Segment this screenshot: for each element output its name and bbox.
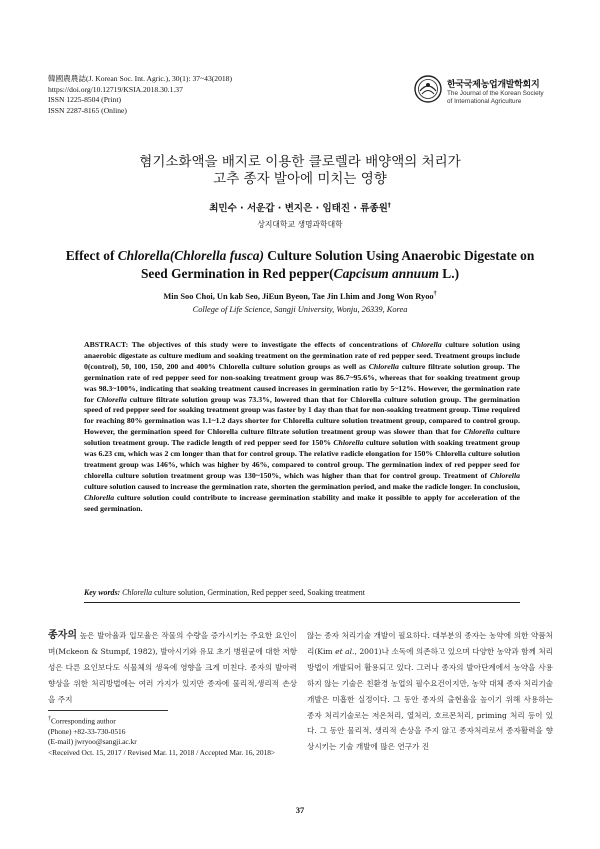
author-mark: † bbox=[387, 201, 391, 209]
society-name-korean: 한국국제농업개발학회지 bbox=[447, 80, 540, 90]
footnote: †Corresponding author (Phone) +82-33-730-0516 (E-mail) jwryoo@sangji.ac.kr <Received Oct. 15, 2017 / Revised Mar. 11, 2018 / Accepted Mar. 16, 2018> bbox=[48, 716, 276, 757]
keywords-divider bbox=[84, 602, 520, 603]
corresponding-email[interactable]: (E-mail) jwryoo@sangji.ac.kr bbox=[48, 737, 137, 747]
society-logo bbox=[414, 73, 564, 113]
footnote-divider bbox=[48, 710, 168, 711]
abstract: ABSTRACT: The objectives of this study were to investigate the effects of concentrations of Chlorella culture solution using anaerobic digestate as culture medium and soaking treatment on the germination rate of red pepper seed. Treatment groups include 0(control), 50, 100, 150, 200 and 400% Chlorella culture solution groups as well as Chlorella culture filtrate solution group. The germination rate of red pepper seed for non-soaking treatment group was 86.7~95.6%, whereas that for soaking treatment group was 98.3~100%, indicating that soaking treatment caused increases in germination ratio by 5~12%. However, the germination rate for Chlorella culture filtrate solution group was 73.3%, lowered than that for Chlorella culture solution group. The germination speed of red pepper seed for soaking treatment group was faster by 1 day than that for non-soaking treatment group. Time required for reaching 80% germination was 1.1~1.2 days shorter for Chlorella culture solution treatment group, compared to control group. However, the germination speed for Chlorella culture filtrate solution treatment group was slower than that for Chlorella culture solution treatment group. The radicle length of red pepper seed for 150% Chlorella culture solution with soaking treatment group was 6.23 cm, which was 2 cm longer than that for control group. The relative radicle elongation for 150% Chlorella culture solution treatment group was 146%, which was higher by 46%, compared to control group. The germination index of red pepper seed for chlorella culture solution treatment group was 130~150%, which was higher than that for control group. Treatment of Chlorella culture solution caused to increase the germination rate, shorten the germination period, and make the radicle longer. In conclusion, Chlorella culture solution could contribute to increase germination stability and make it possible to apply for acceleration of the seed germination. bbox=[84, 340, 520, 513]
english-title: Effect of Chlorella(Chlorella fusca) Culture Solution Using Anaerobic Digestate on Seed Germination in Red pepper(Capcisum annuum L.) bbox=[65, 248, 535, 281]
body-column-left: 종자의 높은 발아율과 입모율은 작물의 수량을 증가시키는 주요한 요인이며(Mckeon & Stumpf, 1982), 발아시기와 유묘 초기 병원균에 대한 저항성은 다른 요인보다도 식물체의 생육에 영향을 크게 미친다. 종자의 발아력 향상을 위한 처리방법에는 여러 가지가 있지만 종자에 물리적,생리적 손상을 주지 bbox=[48, 630, 297, 704]
english-authors: Min Soo Choi, Un kab Seo, JiEun Byeon, Tae Jin Lhim and Jong Won Ryoo† bbox=[163, 291, 437, 301]
society-emblem-icon bbox=[414, 75, 442, 103]
keywords-label: Key words: bbox=[84, 588, 121, 597]
journal-citation: 韓國農農誌(J. Korean Soc. Int. Agric.), 30(1): 37~43(2018) bbox=[48, 74, 233, 83]
korean-title: 혐기소화액을 배지로 이용한 클로렐라 배양액의 처리가 고추 종자 발아에 미치는 영향 bbox=[139, 154, 461, 187]
english-affiliation: College of Life Science, Sangji University, Wonju, 26339, Korea bbox=[192, 305, 408, 314]
society-name-english: The Journal of the Korean Society of International Agriculture bbox=[447, 90, 544, 105]
keywords: Key words: Chlorella culture solution, Germination, Red pepper seed, Soaking treatment bbox=[84, 588, 365, 597]
korean-affiliation: 상지대학교 생명과학대학 bbox=[257, 220, 343, 229]
body-column-right: 않는 종자 처리기술 개발이 필요하다. 대부분의 종자는 농약에 의한 약품처리(Kim et al., 2001)나 소독에 의존하고 있으며 다양한 농약과 함께 처리방법이 개발되어 활용되고 있다. 그러나 종자의 발아단계에서 농약을 사용하지 않는 기술은 친환경 농업의 필수요건이지만, 농약 대체 종자 처리기술 개발은 미흡한 실정이다. 그 동안 종자의 출현율을 높이기 위해 사용하는 종자 처리기술로는 저온처리, 열처리, 호르몬처리, priming 처리 등이 있다. 그 동안 물리적, 생리적 손상을 주지 않고 종자처리로서 종자활력을 향상시키는 기술 개발에 많은 연구가 진 bbox=[307, 631, 553, 752]
journal-header bbox=[48, 74, 232, 116]
korean-authors: 최민수 · 서운갑 · 변지은 · 임태진 · 류종원† bbox=[209, 201, 391, 214]
lead-word: 종자의 bbox=[48, 630, 77, 641]
issn-online: ISSN 2287-8165 (Online) bbox=[48, 105, 127, 115]
author-mark: † bbox=[433, 291, 437, 297]
issn-print: ISSN 1225-8504 (Print) bbox=[48, 95, 121, 105]
doi-link[interactable]: https://doi.org/10.12719/KSIA.2018.30.1.37 bbox=[48, 84, 183, 94]
page-number: 37 bbox=[295, 805, 305, 815]
